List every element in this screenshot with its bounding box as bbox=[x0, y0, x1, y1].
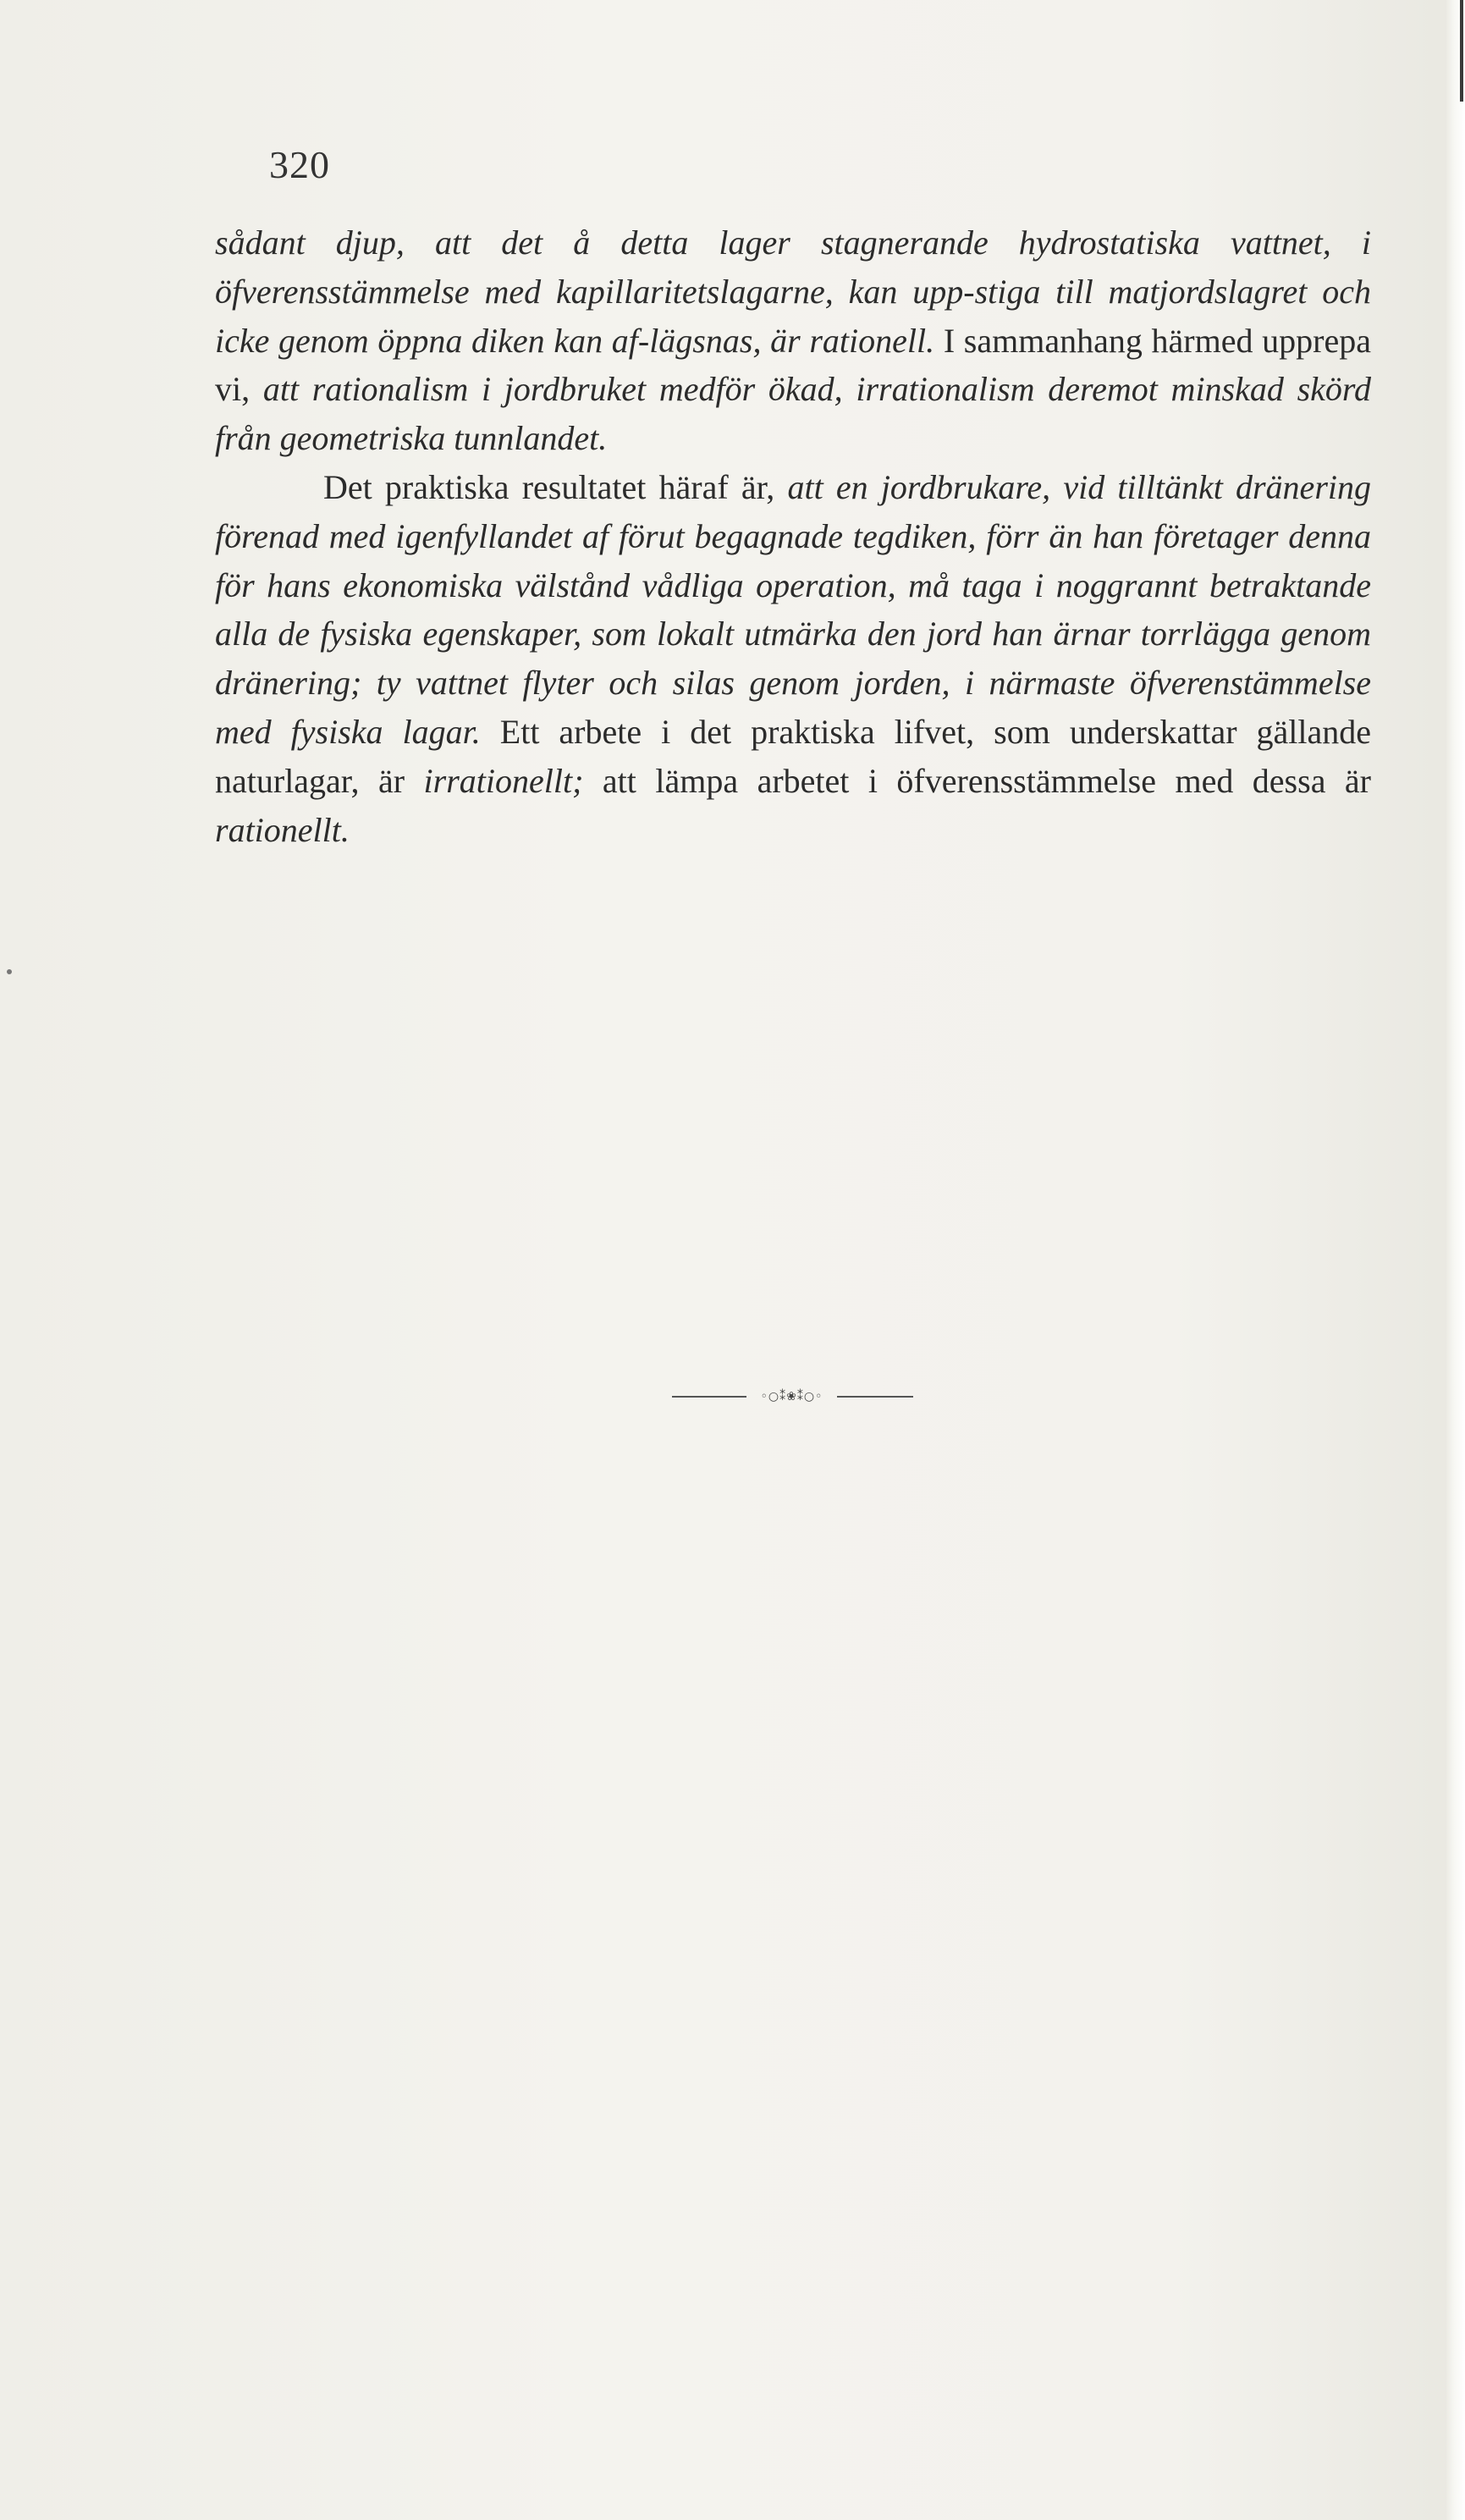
text-run: irrationellt; bbox=[423, 761, 584, 800]
text-run: Det praktiska resultatet häraf är, bbox=[323, 467, 788, 506]
text-run: Ett arbete i det praktiska lifvet, som underskattar gällande naturlagar, är bbox=[215, 712, 1371, 800]
paragraph-2 bbox=[215, 463, 1371, 854]
text-run: att rationalism i jordbruket medför ökad, irrationalism deremot minskad skörd från geometriska tunnlandet. bbox=[215, 370, 1371, 458]
ornament-rule-right bbox=[837, 1396, 913, 1398]
section-ornament bbox=[672, 1388, 913, 1405]
ornament-rule-left bbox=[672, 1396, 746, 1398]
text-run: rationellt. bbox=[215, 810, 350, 849]
text-run: sådant djup, att det å detta lager stagnerande hydrostatiska vattnet, i öfverensstämmelse med kapillaritetslagarne, kan upp-stiga till matjordslagret och icke genom öppna diken kan af-lägsnas, är rationell. bbox=[215, 223, 1371, 360]
body-text bbox=[215, 218, 1371, 854]
text-run: I sammanhang härmed upprepa vi, bbox=[215, 321, 1371, 409]
edge-mark bbox=[1460, 0, 1463, 102]
text-run: att lämpa arbetet i öfverensstämmelse med dessa är bbox=[583, 761, 1371, 800]
page-number: 320 bbox=[269, 143, 330, 186]
text-run: att en jordbrukare, vid tilltänkt dränering förenad med igenfyllandet af förut begagnade tegdiken, förr än han företager denna för hans ekonomiska välstånd vådliga operation, må taga i noggrannt betraktande alla de fysiska egenskaper, som lokalt utmärka den jord han ärnar torrlägga genom dränering; ty vattnet flyter och silas genom jorden, i närmaste öfverenstämmelse med fysiska lagar. bbox=[215, 467, 1371, 751]
paragraph-1 bbox=[215, 218, 1371, 463]
ornament-glyphs: ◦○⁑❀⁑○◦ bbox=[760, 1390, 823, 1403]
margin-spot bbox=[7, 969, 12, 974]
page-edge bbox=[1446, 0, 1465, 2520]
